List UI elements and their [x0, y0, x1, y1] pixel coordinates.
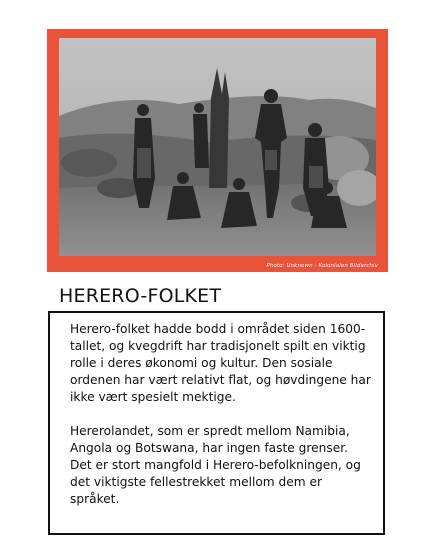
photo-caption: Photo: Unknown - Kolonialen Bildarchiv — [266, 263, 378, 269]
page-title: HERERO-FOLKET — [59, 285, 222, 307]
paragraph-1: Herero-folket hadde bodd i området siden 1600-tallet, og kvegdrift har tradisjonelt spilt en viktig rolle i deres økonomi og kultur. Den sosiale ordenen har vært relativt flat, og høvdingene har ikke vært spesielt mektige. — [70, 322, 371, 404]
photo-illustration — [59, 38, 376, 256]
photo-frame — [47, 29, 388, 272]
paragraph-2: Hererolandet, som er spredt mellom Namibia, Angola og Botswana, har ingen faste grenser. Det er stort mangfold i Herero-befolkningen, og det viktigste fellestrekket mellom dem er språket. — [70, 424, 361, 506]
text-box — [48, 311, 385, 535]
historical-photo — [59, 38, 376, 256]
